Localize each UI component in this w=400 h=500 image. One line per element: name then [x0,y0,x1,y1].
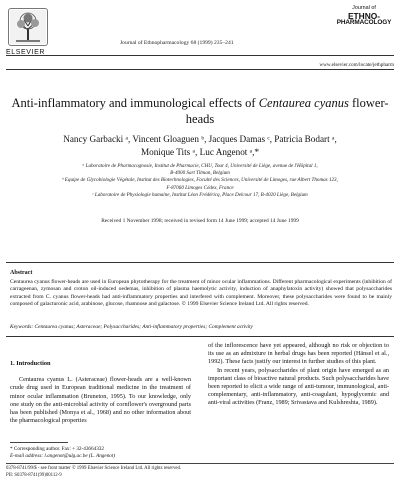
intro-paragraph-1: Centaurea cyanus L. (Asteraceae) flower-heads are a well-known crude drug used in European traditional medicine in the treatment of minor ocular inflammation (Bruneton, 1995). To our knowledge, only one study on the anti-microbial activity of cornflower's overground parts has been published (Monya et al., 1968) and no other information about the pharmacological properties [10,376,191,425]
journal-url[interactable]: www.elsevier.com/locate/jethpharm [319,62,394,68]
left-column [10,360,191,425]
keywords: Keywords: Centaurea cyanus; Asteraceae; Polysaccharides; Anti-inflammatory properties; Complement activity [10,324,253,330]
header-divider-lower [6,69,394,70]
affiliation-line: ᶜ Laboratoire de Physiologie humaine, Institut Léon Frédéricq, Place Delcour 17, B-4020 Liège, Belgium [92,191,308,198]
footnote-fax: * Corresponding author. Fax: + 32-43664332 [10,446,104,452]
footer-divider [6,463,394,464]
abstract-divider-bottom [6,336,394,337]
title-species: Centaurea cyanus [258,96,349,110]
pii-line: PII: S0378-8741(99)00112-9 [6,472,62,478]
header-divider [6,55,394,56]
affiliation-line: F-87060 Limoges Cédex, France [166,184,234,191]
copyright-footer [6,466,181,480]
corresponding-author-footnote [10,446,191,460]
title-suffix: flower-heads [185,96,389,126]
section-heading-introduction: 1. Introduction [10,360,51,367]
journal-logo-line3: PHARMACOLOGY [336,19,392,27]
title-text: Anti-inflammatory and immunological effects of [11,96,259,110]
right-column [208,342,389,408]
journal-logo-line2: ETHNO- [347,10,381,21]
journal-citation: Journal of Ethnopharmacology 68 (1999) 235–241 [120,40,234,46]
footnote-divider [10,442,68,443]
footnote-email[interactable]: E-mail address: l.angenot@ulg.ac.be (L. Angenot) [10,453,116,459]
publisher-name: ELSEVIER [6,49,46,56]
abstract-heading: Abstract [10,270,33,276]
authors-line-2: Monique Tits ᵃ, Luc Angenot ᵃ,* [140,146,260,157]
affiliation-line: B-4000 Sart Tilman, Belgium [170,170,230,177]
journal-logo [336,6,392,27]
affiliation-line: ᵇ Equipe de Glycobiologie Végétale, Institut des Biotechnologies, Faculté des Sciences, Université de Limoges, rue Albert Thomas 123, [62,177,338,184]
intro-paragraph-3: In recent years, polysaccharides of plant origin have emerged as an important class of bioactive natural products. Such polysaccharides have been reported to elicit a wide range of anti-tumour, immunological, anti-complementary, anti-inflammatory, anti-coagulant, hypoglycemic and anti-viral activities (Franz, 1989; Srivastava and Kulshreshta, 1989). [208,366,389,407]
affiliations [18,163,382,199]
copyright-line: 0378-8741/99/$ - see front matter © 1999 Elsevier Science Ireland Ltd. All rights reserved. [6,466,182,471]
intro-paragraph-2: of the inflorescence have yet appeared, although no risk or objection to its use as an admixture in herbal drugs has been reported (Hänsel et al., 1992). These facts justify our interest in further studies of this plant. [208,342,389,366]
journal-logo-line1: Journal of [352,5,376,11]
tree-icon [10,10,46,44]
article-title [10,95,390,127]
affiliation-line: ᵃ Laboratoire de Pharmacognosie, Institut de Pharmacie, CHU, Tour 4, Université de Liège, avenue de l'Hôpital 1, [82,163,318,169]
article-dates: Received 1 November 1998; received in revised form 14 June 1999; accepted 14 June 1999 [101,218,299,224]
abstract-body: Centaurea cyanus flower-heads are used in European phytotherapy for the treatment of minor ocular inflammations. Different pharmacological experiments (inhibition of carrageenan, zymosan and croton oil-induced oedemas, inhibition of plasma haemolytic activity, induction of anaphylatoxin activity) showed that polysaccharides extracted from C. cyanus flower-heads had anti-inflammatory properties and interfered with complement. Moreover, these polysaccharides were found to be mainly composed of galacturonic acid, arabinose, glucose, rhamnose and galactose. © 1999 Elsevier Science Ireland Ltd. All rights reserved. [10,279,392,307]
authors-line-1: Nancy Garbacki ᵃ, Vincent Gloaguen ᵇ, Jacques Damas ᶜ, Patricia Bodart ᵃ, [63,134,337,144]
elsevier-tree-logo [8,8,48,46]
author-list [10,133,390,158]
abstract-divider-top [6,262,394,263]
